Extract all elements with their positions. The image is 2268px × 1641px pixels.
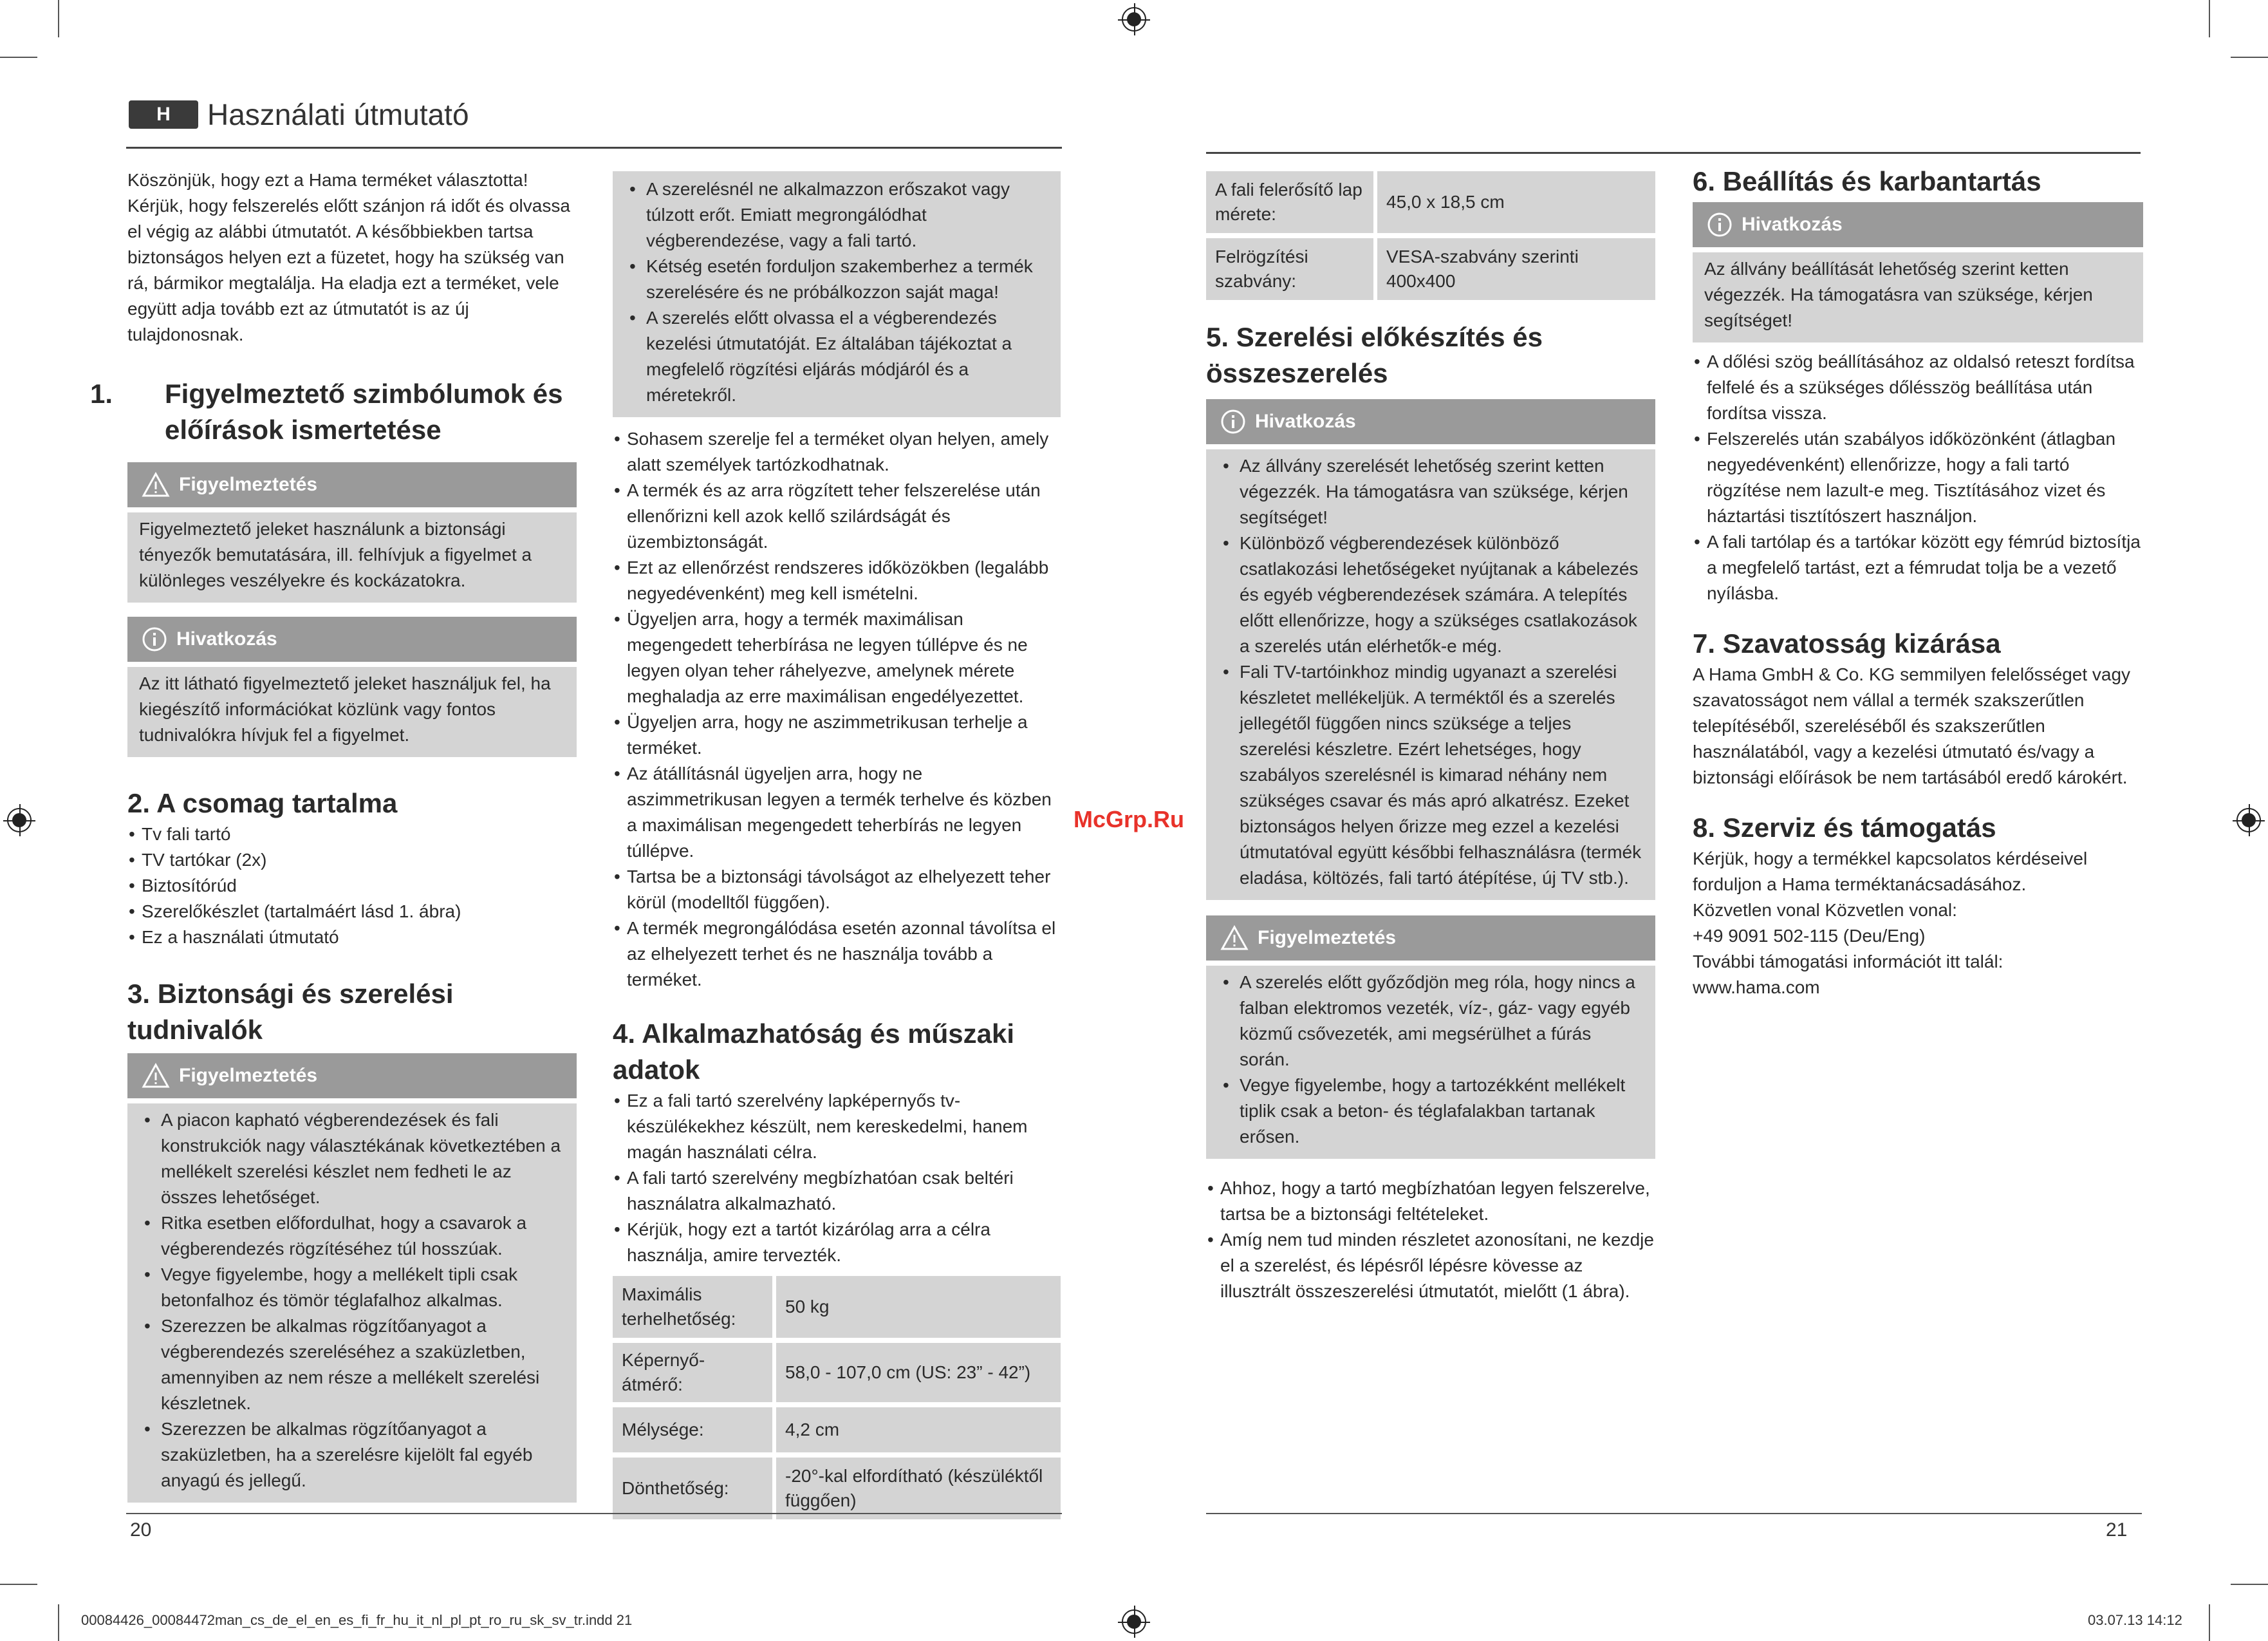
support-line: forduljon a Hama terméktanácsadásához.: [1693, 874, 2027, 894]
table-row: [613, 1407, 1061, 1452]
list-item: • Fali TV-tartóinkhoz mindig ugyanazt a szerelési készletet mellékeljük. A terméktől és a szerelés jellegétől függően nincs szüksége a teljes szerelési készletre. Ezért lehetséges, hogy szabályos szerelésnél is kimarad néhány nem szükséges csavar és más apró alkatrész. Ezeket biztonságos helyen őrizze meg ezzel a kezelési útmutatóval együtt későbbi felhasználásra (termék eladása, költözés, fali tartó átépítése, új TV stb.).: [1213, 659, 1644, 891]
warning-triangle-icon: [142, 1063, 170, 1089]
crop-mark: [2231, 1584, 2268, 1585]
registration-mark-icon: [1122, 7, 1146, 32]
crop-mark: [2231, 57, 2268, 58]
spec-value: 45,0 x 18,5 cm: [1377, 171, 1655, 233]
spec-key: Képernyő-átmérő:: [613, 1343, 776, 1402]
print-file-name: 00084426_00084472man_cs_de_el_en_es_fi_fr_hu_it_nl_pl_pt_ro_ru_sk_sv_tr.indd 21: [81, 1612, 633, 1628]
section-2-heading: 2. A csomag tartalma: [127, 788, 398, 818]
warning-box: [127, 512, 577, 603]
list-item: • Kérjük, hogy ezt a tartót kizárólag arra a célra használja, amire tervezték.: [613, 1217, 1061, 1268]
table-row: [1206, 171, 1655, 233]
note-text: Az itt látható figyelmeztető jeleket használjuk fel, ha kiegészítő információkat közlünk vagy fontos tudnivalókra hívjuk fel a figyelmet.: [139, 673, 551, 745]
column-4: [1693, 164, 2143, 1000]
info-icon: [1707, 212, 1733, 238]
watermark: McGrp.Ru: [1074, 806, 1185, 832]
table-row: [1206, 238, 1655, 300]
column-2: [613, 171, 1061, 1524]
list-item: • Ez a használati útmutató: [127, 924, 577, 950]
spec-table: [1206, 166, 1655, 305]
column-1: [90, 167, 577, 1503]
list-item: • Tartsa be a biztonsági távolságot az elhelyezett teher körül (modelltől függően).: [613, 864, 1061, 915]
list-item: • Kétség esetén forduljon szakemberhez a termék szerelésére és ne próbálkozzon saját maga!: [619, 254, 1049, 305]
header-rule: [126, 147, 1062, 149]
warning-bar: [1206, 915, 1655, 961]
list-item: • Az állvány szerelését lehetőség szerint ketten végezzék. Ha támogatásra van szüksége, kérjen segítséget!: [1213, 453, 1644, 530]
section-8-heading: 8. Szerviz és támogatás: [1693, 812, 1996, 843]
spec-key: Maximális terhelhetőség:: [613, 1276, 776, 1338]
list-item: • Ügyeljen arra, hogy a termék maximálisan megengedett teherbírása ne legyen túllépve és ne legyen olyan teher ráhelyezve, amelynek mérete meghaladja az erre maximálisan engedélyezettet.: [613, 606, 1061, 709]
section-5-heading: 5. Szerelési előkészítés és összeszerelés: [1206, 322, 1543, 388]
list-item: • Szerelőkészlet (tartalmáért lásd 1. ábra): [127, 899, 577, 924]
note-box: [1693, 252, 2143, 342]
spec-key: Dönthetőség:: [613, 1458, 776, 1519]
section-4-heading: 4. Alkalmazhatóság és műszaki adatok: [613, 1018, 1015, 1085]
list-item: • Amíg nem tud minden részletet azonosítani, ne kezdje el a szerelést, és lépésről lépésre kövesse az illusztrált összeszerelési útmutatót, mielőtt (1 ábra).: [1206, 1227, 1655, 1304]
warning-list: [134, 1107, 565, 1494]
column-3: [1206, 170, 1655, 1304]
list-item: • Tv fali tartó: [127, 821, 577, 847]
warning-label: Figyelmeztetés: [179, 474, 318, 495]
note-bar: [1693, 202, 2143, 247]
note-box: [1206, 449, 1655, 900]
table-row: [613, 1276, 1061, 1338]
list-item: • Különböző végberendezések különböző csatlakozási lehetőségeket nyújtanak a kábelezés és egyéb végberendezések számára. A telepítés előtt ellenőrizze, hogy a szükséges csatlakozások a szerelés után elérhetők-e még.: [1213, 530, 1644, 659]
list-item: • Ezt az ellenőrzést rendszeres időközökben (legalább negyedévenként) meg kell ismételni.: [613, 555, 1061, 606]
warning-text: Figyelmeztető jeleket használunk a biztonsági tényezők bemutatására, ill. felhívjuk a figyelmet a különleges veszélyekre és kockázatokra.: [139, 519, 532, 590]
list-item: • A termék megrongálódása esetén azonnal távolítsa el az elhelyezett terhet és ne használja tovább a terméket.: [613, 915, 1061, 993]
warning-box-continued: [613, 171, 1061, 417]
spec-value: 50 kg: [776, 1276, 1061, 1338]
crop-mark: [2209, 1604, 2210, 1641]
warning-box: [127, 1103, 577, 1503]
applicability-list: [613, 1088, 1061, 1268]
spec-value: VESA-szabvány szerinti 400x400: [1377, 238, 1655, 300]
list-item: • Vegye figyelembe, hogy a mellékelt tipli csak betonfalhoz és tömör téglafalhoz alkalmas.: [134, 1262, 565, 1313]
warning-box: [1206, 966, 1655, 1159]
spec-table: [613, 1271, 1061, 1524]
table-row: [613, 1458, 1061, 1519]
crop-mark: [0, 57, 37, 58]
note-list: [1213, 453, 1644, 891]
list-item: • Sohasem szerelje fel a terméket olyan helyen, amely alatt személyek tartózkodhatnak.: [613, 426, 1061, 478]
section-7-heading: 7. Szavatosság kizárása: [1693, 628, 2001, 659]
section-1-heading: [90, 376, 577, 448]
table-row: [613, 1343, 1061, 1402]
spec-key: Mélysége:: [613, 1407, 776, 1452]
support-line: További támogatási információt itt talál:: [1693, 952, 2003, 971]
spec-key: Felrögzítési szabvány:: [1206, 238, 1377, 300]
list-item: • A dőlési szög beállításához az oldalsó reteszt fordítsa felfelé és a szükséges dőlésszög beállítása után fordítsa vissza.: [1693, 349, 2143, 426]
note-label: Hivatkozás: [1255, 411, 1356, 432]
spec-value: 58,0 - 107,0 cm (US: 23” - 42”): [776, 1343, 1061, 1402]
note-bar: [127, 617, 577, 662]
crop-mark: [0, 1584, 37, 1585]
warning-bar: [127, 1053, 577, 1098]
list-item: • Biztosítórúd: [127, 873, 577, 899]
warning-triangle-icon: [1220, 925, 1249, 951]
info-icon: [142, 626, 167, 652]
page-number-left: 20: [130, 1519, 152, 1541]
list-item: • TV tartókar (2x): [127, 847, 577, 873]
warning-label: Figyelmeztetés: [1258, 927, 1397, 948]
list-item: • Felszerelés után szabályos időközönként (átlagban negyedévenként) ellenőrizze, hogy a fali tartó rögzítése nem lazult-e meg. Tisztításához vizet és háztartási tisztítószert használjon.: [1693, 426, 2143, 529]
header-rule: [1206, 152, 2141, 154]
list-item: • Szerezzen be alkalmas rögzítőanyagot a végberendezés szereléséhez a szaküzletben, amennyiben az nem része a mellékelt szerelési készletnek.: [134, 1313, 565, 1416]
list-item: • A termék és az arra rögzített teher felszerelése után ellenőrizni kell azok kellő szilárdságát és üzembiztonságát.: [613, 478, 1061, 555]
crop-mark: [2209, 0, 2210, 37]
list-item: • A szerelésnél ne alkalmazzon erőszakot vagy túlzott erőt. Emiatt megrongálódhat végberendezése, vagy a fali tartó.: [619, 176, 1049, 254]
spec-value: 4,2 cm: [776, 1407, 1061, 1452]
section-number: 1.: [90, 379, 113, 409]
list-item: • Ahhoz, hogy a tartó megbízhatóan legyen felszerelve, tartsa be a biztonsági feltételeket.: [1206, 1176, 1655, 1227]
list-item: • Szerezzen be alkalmas rögzítőanyagot a szaküzletben, ha a szerelésre kijelölt fal egyéb anyagú és jellegű.: [134, 1416, 565, 1494]
warning-label: Figyelmeztetés: [179, 1065, 318, 1086]
list-item: • Ügyeljen arra, hogy ne aszimmetrikusan terhelje a terméket.: [613, 709, 1061, 761]
package-contents-list: [127, 821, 577, 950]
list-item: • A szerelés előtt olvassa el a végberendezés kezelési útmutatóját. Ez általában tájékoztat a megfelelő rögzítési eljárás módjáról és a méretekről.: [619, 305, 1049, 408]
note-bar: [1206, 399, 1655, 444]
section-6-heading: 6. Beállítás és karbantartás: [1693, 166, 2041, 196]
note-box: [127, 667, 577, 757]
language-badge: H: [129, 100, 198, 129]
footer-rule: [126, 1513, 1062, 1514]
list-item: • Vegye figyelembe, hogy a tartozékként mellékelt tiplik csak a beton- és téglafalakban tartanak erősen.: [1213, 1073, 1644, 1150]
list-item: • A fali tartólap és a tartókar között egy fémrúd biztosítja a megfelelő tartást, ezt a fémrudat tolja be a vezető nyílásba.: [1693, 529, 2143, 606]
support-phone: +49 9091 502-115 (Deu/Eng): [1693, 926, 1926, 946]
assembly-list: [1206, 1176, 1655, 1304]
support-website-link[interactable]: www.hama.com: [1693, 977, 1820, 997]
footer-rule: [1206, 1513, 2142, 1514]
note-text: Az állvány beállítását lehetőség szerint ketten végezzék. Ha támogatásra van szüksége, kérjen segítséget!: [1704, 259, 2093, 330]
note-label: Hivatkozás: [176, 628, 277, 650]
print-date: 03.07.13 14:12: [2088, 1612, 2182, 1628]
info-icon: [1220, 409, 1246, 435]
warning-list: [1213, 970, 1644, 1150]
warning-list: [619, 176, 1049, 408]
spec-value: -20°-kal elfordítható (készüléktől függően): [776, 1458, 1061, 1519]
list-item: • Az átállításnál ügyeljen arra, hogy ne aszimmetrikusan legyen a termék terhelve és közben a maximálisan megengedett teherbírás ne legyen túllépve.: [613, 761, 1061, 864]
intro-text: Köszönjük, hogy ezt a Hama terméket választotta! Kérjük, hogy felszerelés előtt szánjon rá időt és olvassa el végig az alábbi útmutatót. A későbbiekben tartsa biztonságos helyen ezt a füzetet, hogy ha szükség van rá, bármikor megtalálja. Ha eladja ezt a terméket, vele együtt adja tovább ezt az útmutatót is az új tulajdonosnak.: [127, 170, 570, 344]
list-item: • Ez a fali tartó szerelvény lapképernyős tv-készülékekhez készült, nem kereskedelmi, hanem magán használati célra.: [613, 1088, 1061, 1165]
crop-mark: [58, 1604, 59, 1641]
warning-bar: [127, 462, 577, 507]
support-line: Kérjük, hogy a termékkel kapcsolatos kérdéseivel: [1693, 849, 2088, 868]
registration-mark-icon: [7, 808, 32, 832]
page-header-title: Használati útmutató: [207, 98, 469, 131]
safety-list: [613, 426, 1061, 993]
registration-mark-icon: [2236, 808, 2261, 832]
list-item: • A szerelés előtt győződjön meg róla, hogy nincs a falban elektromos vezeték, víz-, gáz- vagy egyéb közmű csővezeték, ami megsérülhet a fúrás során.: [1213, 970, 1644, 1073]
warning-triangle-icon: [142, 472, 170, 498]
support-line: Közvetlen vonal Közvetlen vonal:: [1693, 900, 1957, 920]
crop-mark: [58, 0, 59, 37]
note-label: Hivatkozás: [1742, 214, 1843, 235]
page-number-right: 21: [2106, 1519, 2128, 1541]
section-3-heading: 3. Biztonsági és szerelési tudnivalók: [127, 979, 454, 1045]
disclaimer-text: A Hama GmbH & Co. KG semmilyen felelősséget vagy szavatosságot nem vállal a termék szakszerűtlen telepítéséből, szereléséből és szakszerűtlen használatából, vagy a kezelési útmutató és/vagy a biztonsági előírások be nem tartásából eredő károkért.: [1693, 664, 2131, 787]
list-item: • A fali tartó szerelvény megbízhatóan csak beltéri használatra alkalmazható.: [613, 1165, 1061, 1217]
section-title: Figyelmeztető szimbólumok és előírások ismertetése: [165, 379, 563, 445]
list-item: • A piacon kapható végberendezések és fali konstrukciók nagy választékának következtében a mellékelt szerelési készlet nem fedheti le az összes lehetőséget.: [134, 1107, 565, 1210]
registration-mark-icon: [1122, 1609, 1146, 1634]
list-item: • Ritka esetben előfordulhat, hogy a csavarok a végberendezés rögzítéséhez túl hosszúak.: [134, 1210, 565, 1262]
spec-key: A fali felerősítő lap mérete:: [1206, 171, 1377, 233]
maintenance-list: [1693, 349, 2143, 606]
